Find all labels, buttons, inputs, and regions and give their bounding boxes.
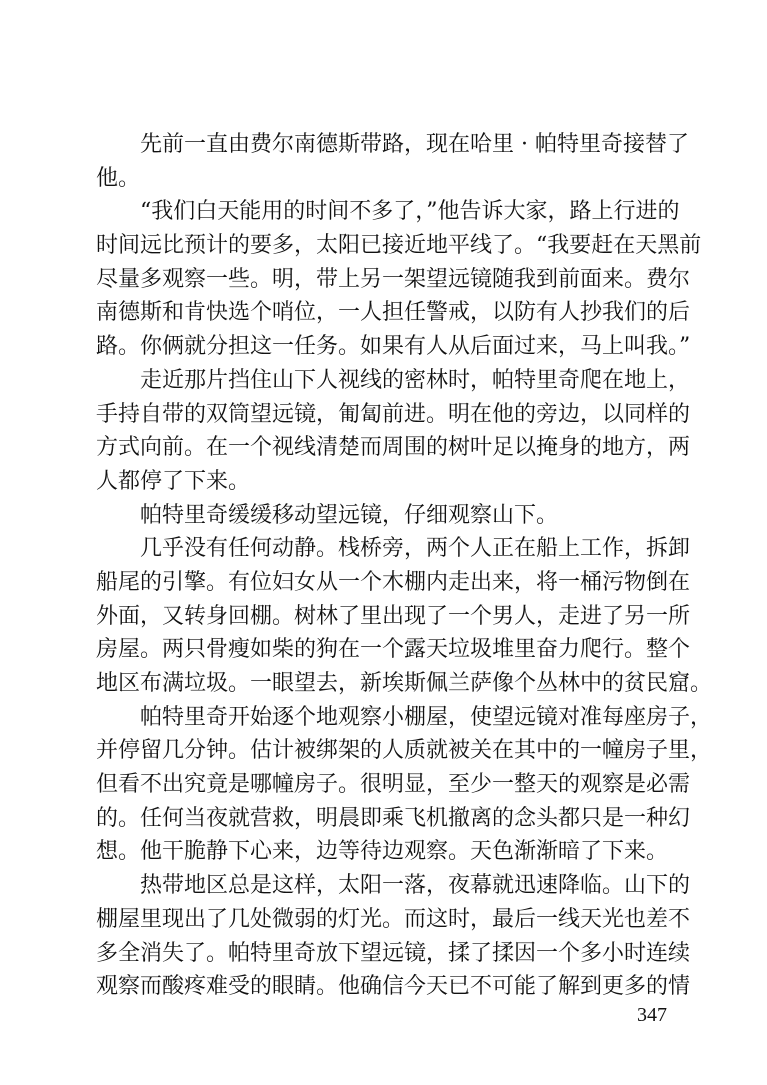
text-line: 几乎没有任何动静。栈桥旁，两个人正在船上工作，拆卸 [140, 536, 691, 562]
text-line: 帕特里奇缓缓移动望远镜，仔细观察山下。 [140, 502, 559, 528]
text-line: 多全消失了。帕特里奇放下望远镜，揉了揉因一个多小时连续 [96, 940, 691, 966]
text-line: 的。任何当夜就营救，明晨即乘飞机撤离的念头都只是一种幻 [96, 805, 691, 831]
text-line: 尽量多观察一些。明，带上另一架望远镜随我到前面来。费尔 [96, 266, 691, 292]
text-line: 他。 [96, 165, 141, 191]
text-line: 时间远比预计的要多，太阳已接近地平线了。“我要赶在天黑前 [96, 233, 702, 259]
body-text [96, 128, 713, 1004]
text-line: 并停留几分钟。估计被绑架的人质就被关在其中的一幢房子里， [96, 738, 713, 764]
text-line: 船尾的引擎。有位妇女从一个木棚内走出来，将一桶污物倒在 [96, 569, 691, 595]
text-line: “我们白天能用的时间不多了，”他告诉大家，路上行进的 [140, 199, 680, 225]
text-line: 房屋。两只骨瘦如柴的狗在一个露天垃圾堆里奋力爬行。整个 [96, 637, 691, 663]
text-line: 棚屋里现出了几处微弱的灯光。而这时，最后一线天光也差不 [96, 906, 691, 932]
text-line: 先前一直由费尔南德斯带路，现在哈里 · 帕特里奇接替了 [140, 132, 689, 157]
text-line: 走近那片挡住山下人视线的密林时，帕特里奇爬在地上， [140, 367, 691, 393]
text-line: 帕特里奇开始逐个地观察小棚屋，使望远镜对准每座房子， [140, 704, 713, 730]
text-line: 但看不出究竟是哪幢房子。很明显，至少一整天的观察是必需 [96, 772, 691, 798]
text-line: 人都停了下来。 [96, 468, 251, 494]
text-line: 路。你俩就分担这一任务。如果有人从后面过来，马上叫我。” [96, 334, 691, 360]
page-number: 347 [637, 1004, 667, 1026]
text-line: 想。他干脆静下心来，边等待边观察。天色渐渐暗了下来。 [96, 839, 669, 865]
text-line: 南德斯和肯快选个哨位，一人担任警戒，以防有人抄我们的后 [96, 300, 691, 326]
text-line: 热带地区总是这样，太阳一落，夜幕就迅速降临。山下的 [140, 873, 691, 899]
text-line: 手持自带的双筒望远镜，匍匐前进。明在他的旁边，以同样的 [96, 401, 691, 427]
text-line: 外面，又转身回棚。树林了里出现了一个男人，走进了另一所 [96, 603, 691, 629]
text-line: 方式向前。在一个视线清楚而周围的树叶足以掩身的地方，两 [96, 435, 691, 461]
text-line: 观察而酸疼难受的眼睛。他确信今天已不可能了解到更多的情 [96, 974, 691, 1000]
text-line: 地区布满垃圾。一眼望去，新埃斯佩兰萨像个丛林中的贫民窟。 [96, 671, 713, 696]
